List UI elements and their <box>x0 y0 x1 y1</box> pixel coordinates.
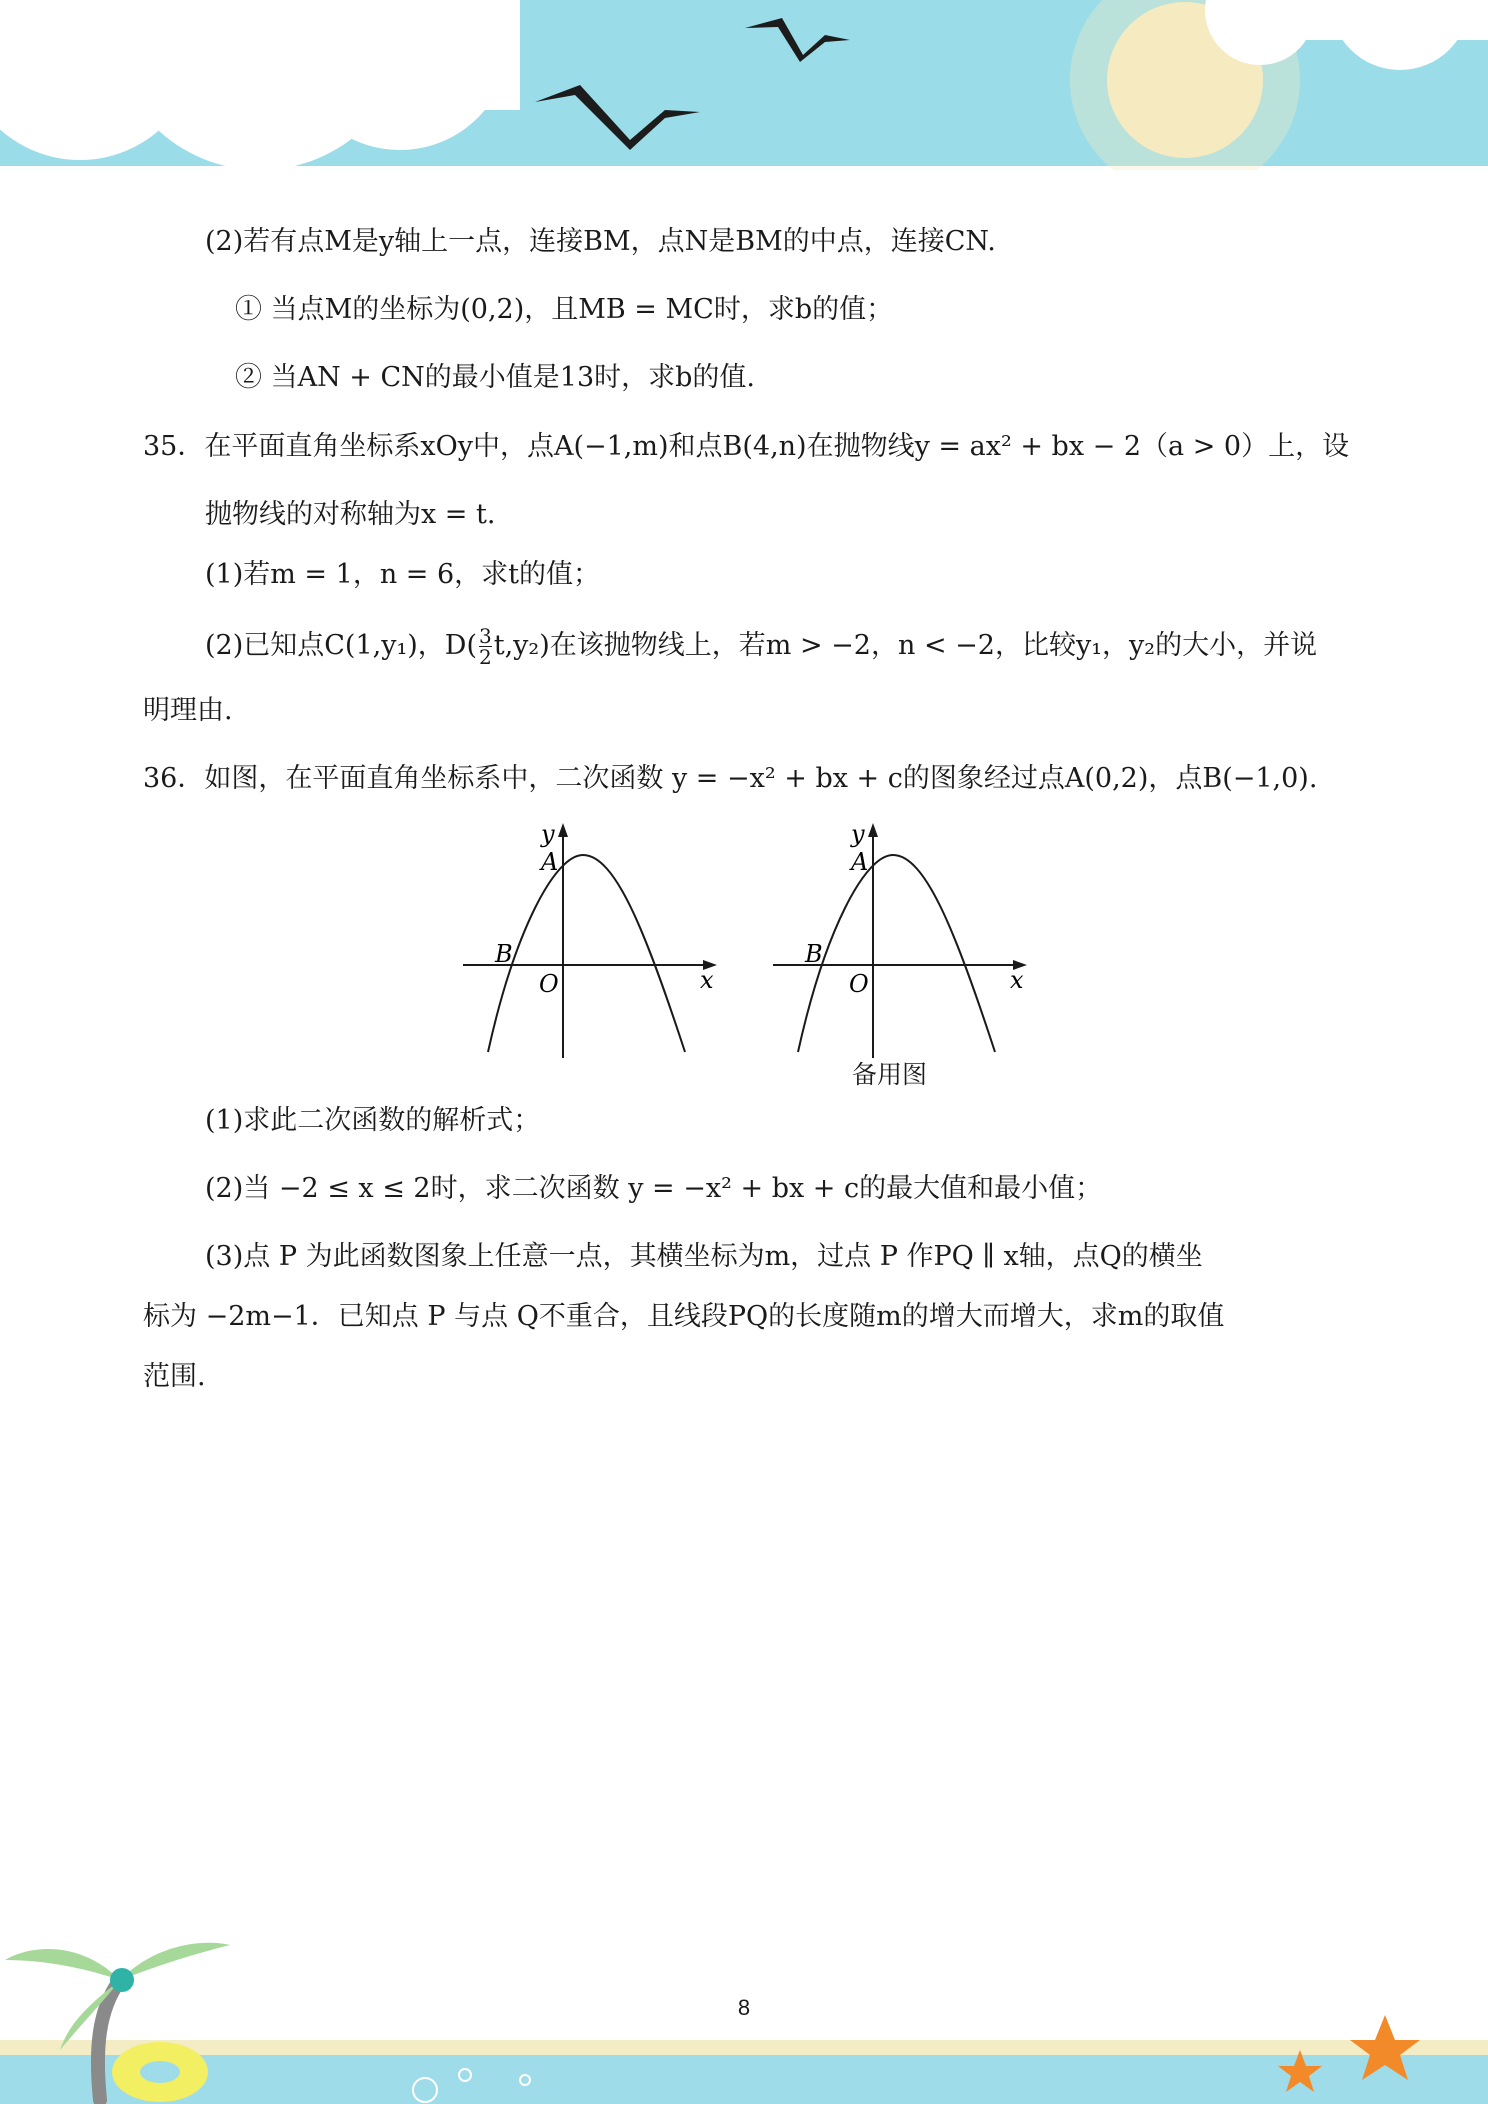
q36-part3-line2: 标为 −2m−1．已知点 P 与点 Q不重合，且线段PQ的长度随m的增大而增大，求m的取值 <box>143 1301 1225 1332</box>
q35-stem-line2: 抛物线的对称轴为x = t. <box>205 499 496 530</box>
q34-part2-1: ① 当点M的坐标为(0,2)，且MB = MC时，求b的值； <box>235 294 894 325</box>
q34-part2: (2)若有点M是y轴上一点，连接BM，点N是BM的中点，连接CN. <box>205 226 996 257</box>
fraction-denominator: 2 <box>479 645 492 669</box>
label-y: y <box>851 820 865 848</box>
parabola-figure <box>455 820 725 1060</box>
y-axis-arrow <box>868 823 878 837</box>
spare-figure-caption: 备用图 <box>852 1060 928 1089</box>
q35-part2-text-b: t,y₂)在该抛物线上，若m > −2，n < −2，比较y₁，y₂的大小，并说 <box>493 630 1318 661</box>
label-b: B <box>495 940 513 968</box>
fraction-three-halves <box>479 626 492 667</box>
parabola-curve <box>488 855 685 1052</box>
label-y: y <box>541 820 555 848</box>
y-axis-arrow <box>558 823 568 837</box>
q36-part3-line3: 范围. <box>143 1361 206 1392</box>
q35-part2-end: 明理由. <box>143 695 233 726</box>
footer-banner <box>0 1900 1488 2104</box>
parabola-curve <box>798 855 995 1052</box>
label-x: x <box>700 966 714 994</box>
q35-part1: (1)若m = 1，n = 6，求t的值； <box>205 559 601 590</box>
label-o: O <box>539 970 559 998</box>
q36-part1: (1)求此二次函数的解析式； <box>205 1105 541 1136</box>
label-b: B <box>805 940 823 968</box>
fraction-numerator: 3 <box>479 624 492 648</box>
spare-parabola-figure <box>765 820 1035 1060</box>
q35-stem-line1: 35．在平面直角坐标系xOy中，点A(−1,m)和点B(4,n)在抛物线y = ax² + bx − 2（a > 0）上，设 <box>143 431 1350 462</box>
q36-stem: 36．如图，在平面直角坐标系中，二次函数 y = −x² + bx + c的图象经过点A(0,2)，点B(−1,0). <box>143 763 1318 794</box>
swim-ring-icon <box>112 2042 208 2102</box>
label-a: A <box>541 848 559 876</box>
q36-part2: (2)当 −2 ≤ x ≤ 2时，求二次函数 y = −x² + bx + c的最大值和最小值； <box>205 1173 1103 1204</box>
q34-part2-2: ② 当AN + CN的最小值是13时，求b的值. <box>235 362 755 393</box>
q36-part3-line1: (3)点 P 为此函数图象上任意一点，其横坐标为m，过点 P 作PQ ∥ x轴，点Q的横坐 <box>205 1241 1203 1272</box>
label-o: O <box>849 970 869 998</box>
label-a: A <box>851 848 869 876</box>
label-x: x <box>1010 966 1024 994</box>
q35-part2 <box>205 626 1317 667</box>
q35-part2-text-a: (2)已知点C(1,y₁)，D( <box>205 630 477 661</box>
page-number: 8 <box>737 1995 751 2020</box>
